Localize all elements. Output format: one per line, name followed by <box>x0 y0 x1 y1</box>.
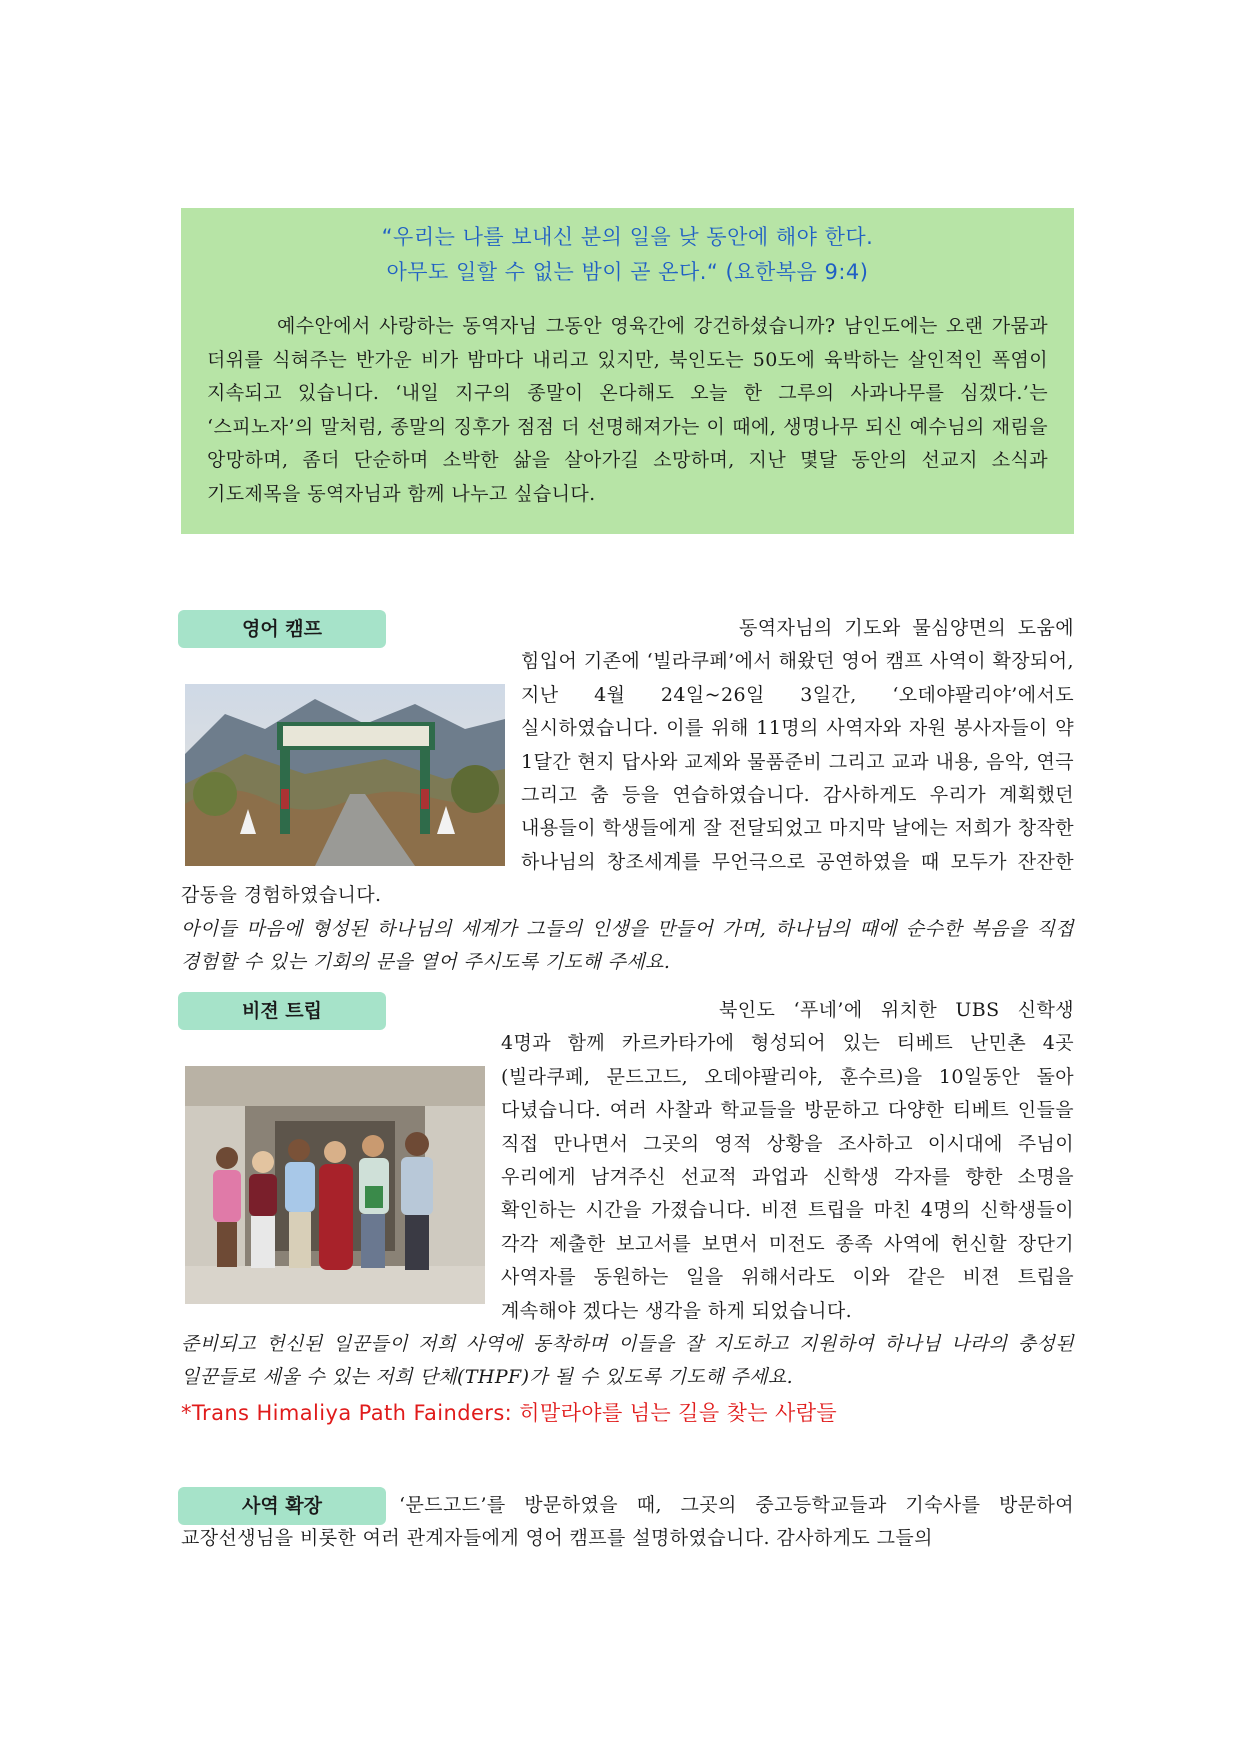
section-english-camp <box>181 610 1074 979</box>
intro-paragraph: 예수안에서 사랑하는 동역자님 그동안 영육간에 강건하셨습니까? 남인도에는 오랜 가뭄과 더위를 식혀주는 반가운 비가 밤마다 내리고 있지만, 북인도는 50도에 육박하는 살인적인 폭염이 지속되고 있습니다. ‘내일 지구의 종말이 온다해도 오늘 한 그루의 사과나무를 심겠다.’는 ‘스피노자’의 말처럼, 종말의 징후가 점점 더 선명해져가는 이 때에, 생명나무 되신 예수님의 재림을 앙망하며, 좀더 단순하며 소박한 삶을 살아가길 소망하며, 지난 몇달 동안의 선교지 소식과 기도제목을 동역자님과 함께 나누고 싶습니다. <box>207 315 1048 505</box>
vision-trip-text-wrap <box>181 992 1074 1328</box>
expansion-body: ‘문드고드’를 방문하였을 때, 그곳의 중고등학교들과 기숙사를 방문하여 교장선생님을 비롯한 여러 관계자들에게 영어 캠프를 설명하였습니다. 감사하게도 그들의 <box>181 1494 1074 1550</box>
students-group-photo <box>185 1066 485 1304</box>
vision-trip-body: 북인도 ‘푸네’에 위치한 UBS 신학생 4명과 함께 카르카타가에 형성되어 있는 티베트 난민촌 4곳(빌라쿠페, 문드고드, 오데야팔리야, 훈수르)을 10일동안 돌아 다녔습니다. 여러 사찰과 학교들을 방문하고 다양한 티베트 인들을 직접 만나면서 그곳의 영적 상황을 조사하고 이시대에 주님이 우리에게 남겨주신 선교적 과업과 신학생 각자를 향한 소명을 확인하는 시간을 가졌습니다. 비젼 트립을 마친 4명의 신학생들이 각각 제출한 보고서를 보면서 미전도 종족 사역에 헌신할 장단기 사역자를 동원하는 일을 위해서라도 이와 같은 비젼 트립을 계속해야 겠다는 생각을 하게 되었습니다. <box>501 999 1074 1322</box>
english-camp-text-wrap <box>181 610 1074 913</box>
english-camp-prayer: 아이들 마음에 형성된 하나님의 세계가 그들의 인생을 만들어 가며, 하나님의 때에 순수한 복음을 직접 경험할 수 있는 기회의 문을 열어 주시도록 기도해 주세요. <box>181 917 1074 974</box>
section-tag-english-camp: 영어 캠프 <box>178 610 386 648</box>
section-tag-vision-trip: 비젼 트립 <box>178 992 386 1030</box>
vision-trip-prayer: 준비되고 헌신된 일꾼들이 저희 사역에 동착하며 이들을 잘 지도하고 지원하여 하나님 나라의 충성된 일꾼들로 세울 수 있는 저희 단체(THPF)가 될 수 있도록 기도해 주세요. <box>181 1333 1074 1389</box>
quote-line-2: 아무도 일할 수 없는 밤이 곧 온다.“ (요한복음 9:4) <box>386 260 869 284</box>
section-expansion <box>181 1487 1074 1556</box>
section-vision-trip <box>181 992 1074 1431</box>
quote-line-1: “우리는 나를 보내신 분의 일을 낮 동안에 해야 한다. <box>381 225 874 249</box>
section-tag-expansion: 사역 확장 <box>178 1487 386 1525</box>
intro-box <box>181 208 1074 534</box>
scripture-quote <box>207 220 1048 290</box>
thpf-note: *Trans Himaliya Path Fainders: 히말라야를 넘는 길을 찾는 사람들 <box>181 1400 838 1425</box>
camp-gate-photo <box>185 684 505 866</box>
english-camp-body: 동역자님의 기도와 물심양면의 도움에 힘입어 기존에 ‘빌라쿠페’에서 해왔던 영어 캠프 사역이 확장되어, 지난 4월 24일~26일 3일간, ‘오데야팔리야’에서도 실시하였습니다. 이를 위해 11명의 사역자와 자원 봉사자들이 약 1달간 현지 답사와 교제와 물품준비 그리고 교과 내용, 음악, 연극 그리고 춤 등을 연습하였습니다. 감사하게도 우리가 계획했던 내용들이 학생들에게 잘 전달되었고 마지막 날에는 저희가 창작한 하나님의 창조세계를 무언극으로 공연하였을 때 모두가 잔잔한 감동을 경험하였습니다. <box>181 617 1074 907</box>
